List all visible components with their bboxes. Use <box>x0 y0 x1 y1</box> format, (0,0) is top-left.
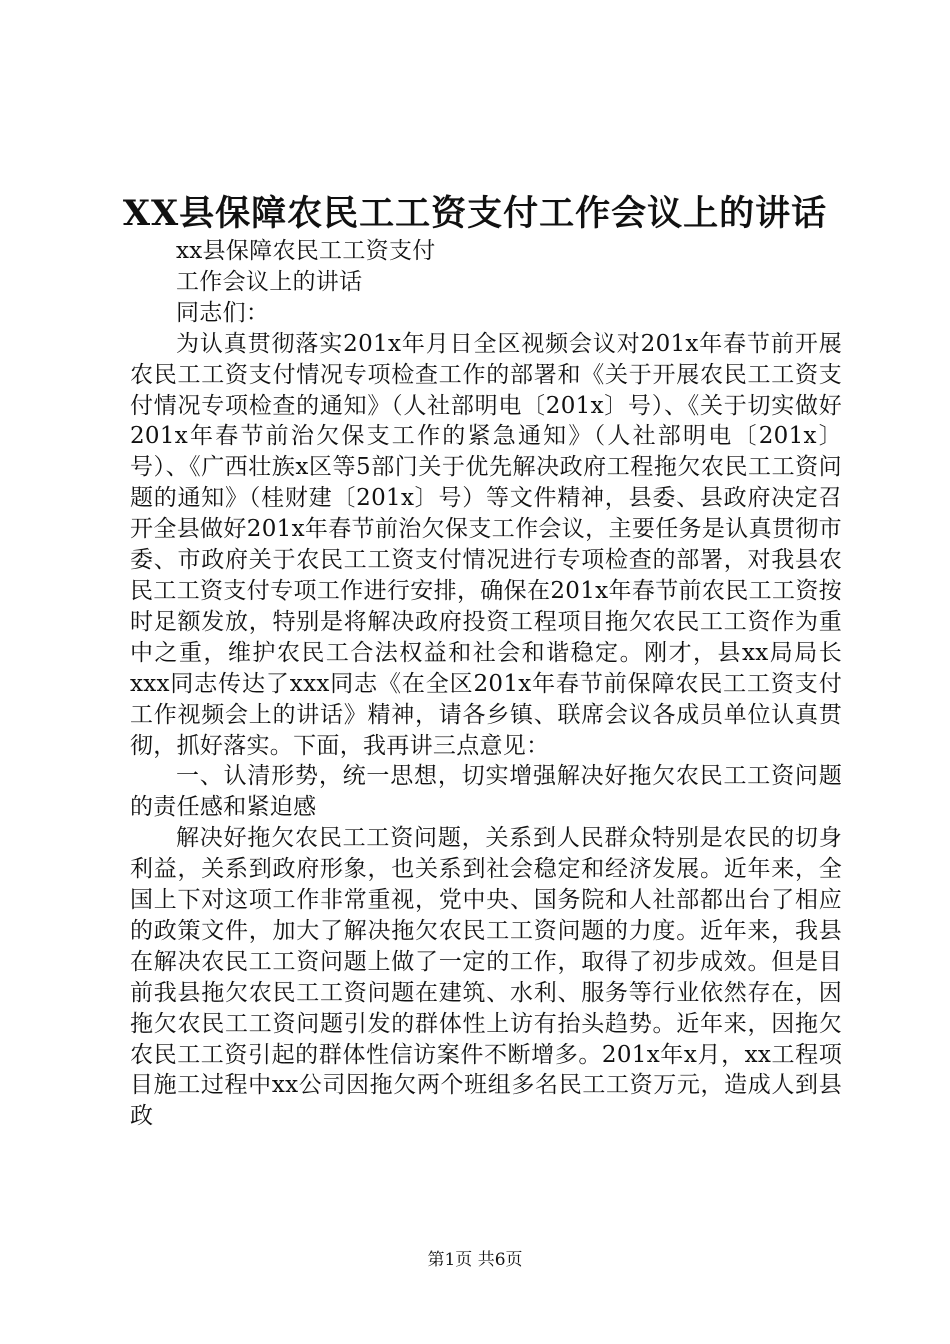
section-heading-1: 一、认清形势，统一思想，切实增强解决好拖欠农民工工资问题的责任感和紧迫感 <box>130 763 842 821</box>
salutation: 同志们： <box>176 299 270 326</box>
paragraph-intro: 为认真贯彻落实201x年月日全区视频会议对201x年春节前开展农民工工资支付情况专项检查工作的部署和《关于开展农民工工资支付情况专项检查的通知》（人社部明电〔201x〕号）、《关于切实做好201x年春节前治欠保支工作的紧急通知》（人社部明电〔201x〕号）、《广西壮族x区等5部门关于优先解决政府工程拖欠农民工工资问题的通知》（桂财建〔201x〕号）等文件精神，县委、县政府决定召开全县做好201x年春节前治欠保支工作会议，主要任务是认真贯彻市委、市政府关于农民工工资支付情况进行专项检查的部署，对我县农民工工资支付专项工作进行安排，确保在201x年春节前农民工工资按时足额发放，特别是将解决政府投资工程项目拖欠农民工工资作为重中之重，维护农民工合法权益和社会和谐稳定。刚才，县xx局局长xxx同志传达了xxx同志《在全区201x年春节前保障农民工工资支付工作视频会上的讲话》精神，请各乡镇、联席会议各成员单位认真贯彻，抓好落实。下面，我再讲三点意见： <box>130 330 842 759</box>
paragraph-section-1: 解决好拖欠农民工工资问题，关系到人民群众特别是农民的切身利益，关系到政府形象，也关系到社会稳定和经济发展。近年来，全国上下对这项工作非常重视，党中央、国务院和人社部都出台了相应的政策文件，加大了解决拖欠农民工工资问题的力度。近年来，我县在解决农民工工资问题上做了一定的工作，取得了初步成效。但是目前我县拖欠农民工工资问题在建筑、水利、服务等行业依然存在，因拖欠农民工工资问题引发的群体性上访有抬头趋势。近年来，因拖欠农民工工资引起的群体性信访案件不断增多。201x年x月，xx工程项目施工过程中xx公司因拖欠两个班组多名民工工资万元，造成人到县政 <box>130 825 842 1130</box>
subtitle-line-1: xx县保障农民工工资支付 <box>176 238 436 264</box>
document-title: XX县保障农民工工资支付工作会议上的讲话 <box>122 193 828 234</box>
document-body <box>130 236 842 1132</box>
subtitle-line-2: 工作会议上的讲话 <box>176 268 363 295</box>
page-number: 第1页 共6页 <box>427 1250 523 1270</box>
